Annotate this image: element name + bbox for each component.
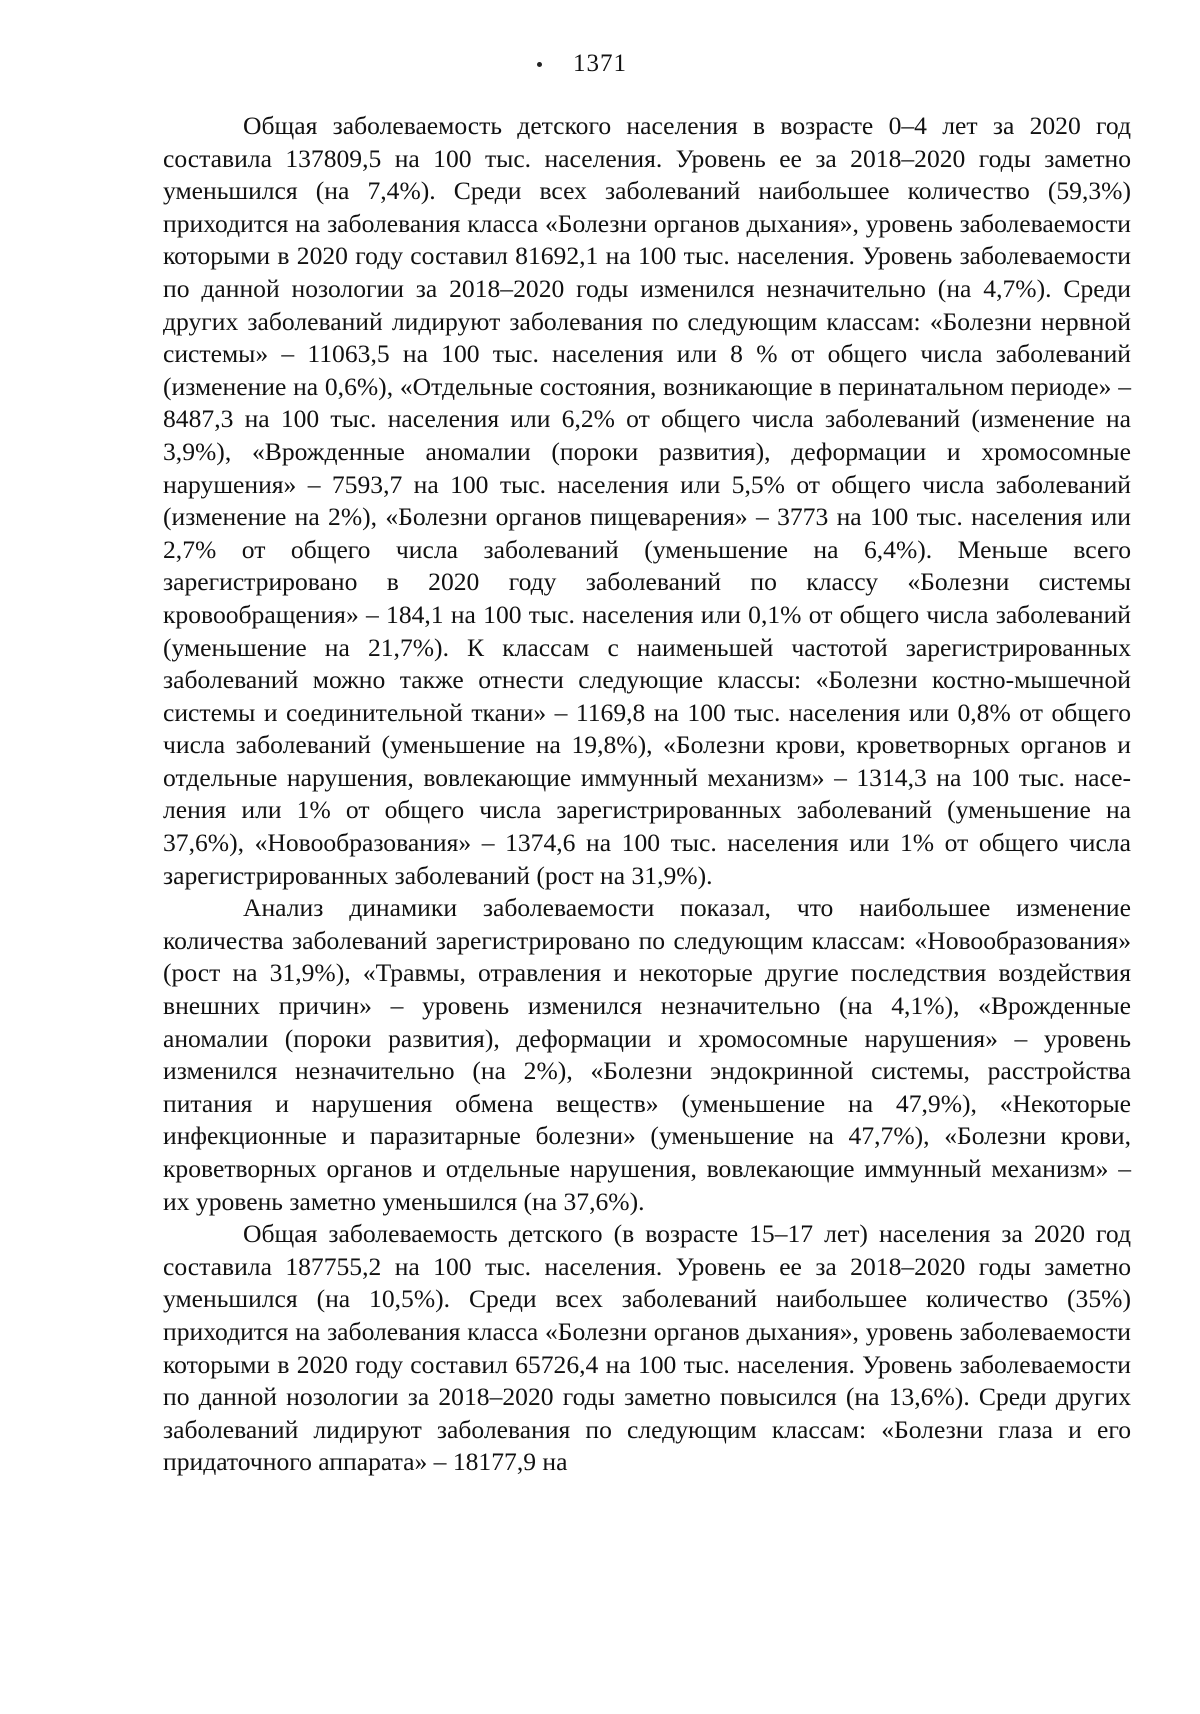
paragraph-morbidity-15-17: Общая заболеваемость детского (в возрасте 15–17 лет) населения за 2020 год составила 187755,2 на 100 тыс. населения. Уровень ее за 2018–2020 годы заметно уменьшился (на 10,5%). Среди всех заболеваний наибольшее количество (35%) приходится на заболевания класса «Болезни органов дыхания», уровень заболеваемости которыми в 2020 году составил 65726,4 на 100 тыс. населения. Уровень заболеваемости по данной нозологии за 2018–2020 годы заметно повысился (на 13,6%). Среди других заболеваний лидируют заболевания по следующим классам: «Болезни глаза и его придаточного аппарата» – 18177,9 на [163,1219,1131,1477]
paragraph-morbidity-0-4: Общая заболеваемость детского населения в возрасте 0–4 лет за 2020 год составила 137809,5 на 100 тыс. населения. Уровень ее за 2018–2020 годы заметно уменьшился (на 7,4%). Среди всех заболеваний наибольшее количество (59,3%) приходится на заболевания класса «Болезни органов дыхания», уровень заболеваемости которыми в 2020 году составил 81692,1 на 100 тыс. населения. Уровень заболеваемости по данной нозологии за 2018–2020 годы изменился незначительно (на 4,7%). Среди других заболеваний лидируют заболевания по следующим классам: «Болезни нервной системы» – 11063,5 на 100 тыс. населения или 8 % от общего числа заболеваний (изменение на 0,6%), «Отдельные состояния, возникающие в перинатальном периоде» – 8487,3 на 100 тыс. населения или 6,2% от общего числа заболеваний (изменение на 3,9%), «Врожденные аномалии (пороки развития), деформации и хромосомные нарушения» – 7593,7 на 100 тыс. населения или 5,5% от общего числа заболеваний (изменение на 2%), «Болезни органов пищеварения» – 3773 на 100 тыс. населения или 2,7% от общего числа заболеваний (уменьшение на 6,4%). Меньше всего зарегистрировано в 2020 году заболеваний по классу «Болезни системы кровообращения» – 184,1 на 100 тыс. населения или 0,1% от общего числа заболеваний (уменьшение на 21,7%). К классам с наименьшей частотой зарегистрированных заболеваний можно также отнести следующие классы: «Болезни костно-мышечной системы и соединительной ткани» – 1169,8 на 100 тыс. населения или 0,8% от общего числа заболеваний (уменьшение на 19,8%), «Болезни крови, кроветворных органов и отдельные нарушения, вовлекающие иммунный механизм» – 1314,3 на 100 тыс. населения или 1% от общего числа зарегистрированных заболеваний (уменьшение на 37,6%), «Новообразования» – 1374,6 на 100 тыс. населения или 1% от общего числа зарегистрированных заболеваний (рост на 31,9%). [163,111,1131,890]
page-body [163,110,1131,1479]
page-number: 1371 [573,50,627,77]
paragraph-dynamics-analysis: Анализ динамики заболеваемости показал, что наибольшее изменение количества заболеваний зарегистрировано по следующим классам: «Новообразования» (рост на 31,9%), «Травмы, отравления и некоторые другие последствия воздействия внешних причин» – уровень изменился незначительно (на 4,1%), «Врожденные аномалии (пороки развития), деформации и хромосомные нарушения» – уровень изменился незначительно (на 2%), «Болезни эндокринной системы, расстройства питания и нарушения обмена веществ» (уменьшение на 47,9%), «Некоторые инфекционные и паразитарные болезни» (уменьшение на 47,7%), «Болезни крови, кроветворных органов и отдельные нарушения, вовлекающие иммунный механизм» – их уровень заметно уменьшился (на 37,6%). [163,893,1131,1216]
